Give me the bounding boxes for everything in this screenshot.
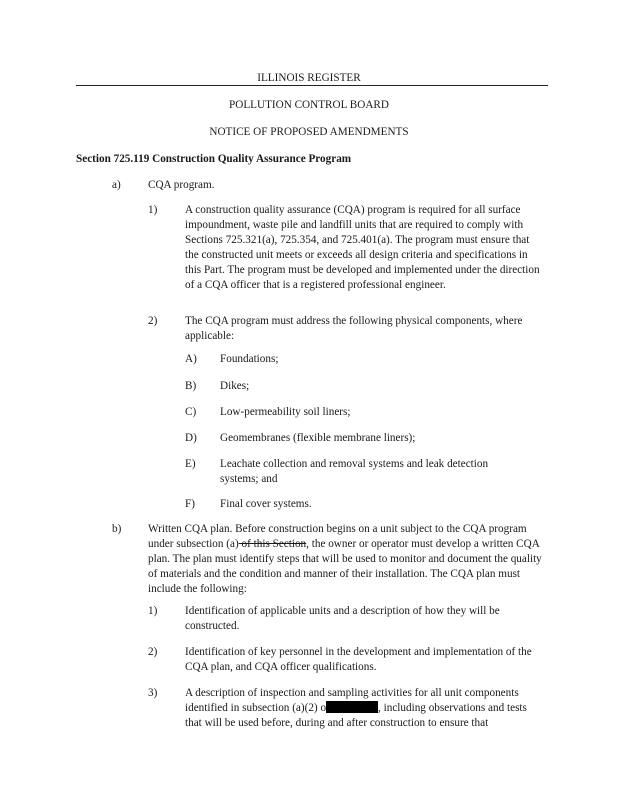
subsection-b-label: b) xyxy=(112,523,122,535)
notice-title: NOTICE OF PROPOSED AMENDMENTS xyxy=(209,126,409,138)
sub-text: Dikes; xyxy=(220,380,250,392)
deleted-text: of this Section xyxy=(238,538,307,550)
item-b1-label: 1) xyxy=(148,605,158,617)
sub-label: D) xyxy=(185,432,197,444)
item-a1-text: A construction quality assurance (CQA) program is required for all surface impoundment, waste pile and landfill units that are required to comply with Sections 725.321(a), 725.354, and 725.401(a). The program must ensure that the constructed unit meets or exceeds all design criteria and specifications in this Part. The program must be developed and implemented under the direction of a CQA officer that is a registered professional engineer. xyxy=(185,204,540,291)
item-b3-label: 3) xyxy=(148,687,158,699)
item-b3-text: A description of inspection and sampling activities for all unit components identified in subsection (a)(2) o , including observations and tests that will be used before, during and after construction to ensure that xyxy=(185,687,527,729)
subsection-a-title: CQA program. xyxy=(148,179,215,191)
sub-text: Leachate collection and removal systems and leak detection systems; and xyxy=(220,458,489,485)
header-rule xyxy=(76,85,548,86)
sub-text: Geomembranes (flexible membrane liners); xyxy=(220,432,416,444)
sub-label: A) xyxy=(185,353,197,365)
sub-label: E) xyxy=(185,458,196,470)
item-b2-text: Identification of key personnel in the development and implementation of the CQA plan, and CQA officer qualifications. xyxy=(185,646,532,673)
item-a2-text: The CQA program must address the following physical components, where applicable: xyxy=(185,315,523,342)
sub-label: C) xyxy=(185,406,197,418)
item-b1-text: Identification of applicable units and a description of how they will be constructed. xyxy=(185,605,500,632)
sub-label: B) xyxy=(185,380,197,392)
sub-text: Low-permeability soil liners; xyxy=(220,406,351,418)
item-a2-label: 2) xyxy=(148,315,158,327)
register-title: ILLINOIS REGISTER xyxy=(257,72,361,84)
section-title: Section 725.119 Construction Quality Assurance Program xyxy=(76,153,352,165)
sub-text: Foundations; xyxy=(220,353,279,365)
redaction-block xyxy=(326,701,378,713)
sub-label: F) xyxy=(185,498,195,510)
item-b2-label: 2) xyxy=(148,646,158,658)
board-title: POLLUTION CONTROL BOARD xyxy=(229,99,389,111)
sub-text: Final cover systems. xyxy=(220,498,312,510)
subsection-b-text: Written CQA plan. Before construction begins on a unit subject to the CQA program under subsection (a) of this Section, the owner or operator must develop a written CQA plan. The plan must identify steps that will be used to monitor and document the quality of materials and the condition and manner of their installation. The CQA plan must include the following: xyxy=(148,523,542,595)
subsection-a-label: a) xyxy=(112,179,121,191)
item-a1-label: 1) xyxy=(148,204,158,216)
